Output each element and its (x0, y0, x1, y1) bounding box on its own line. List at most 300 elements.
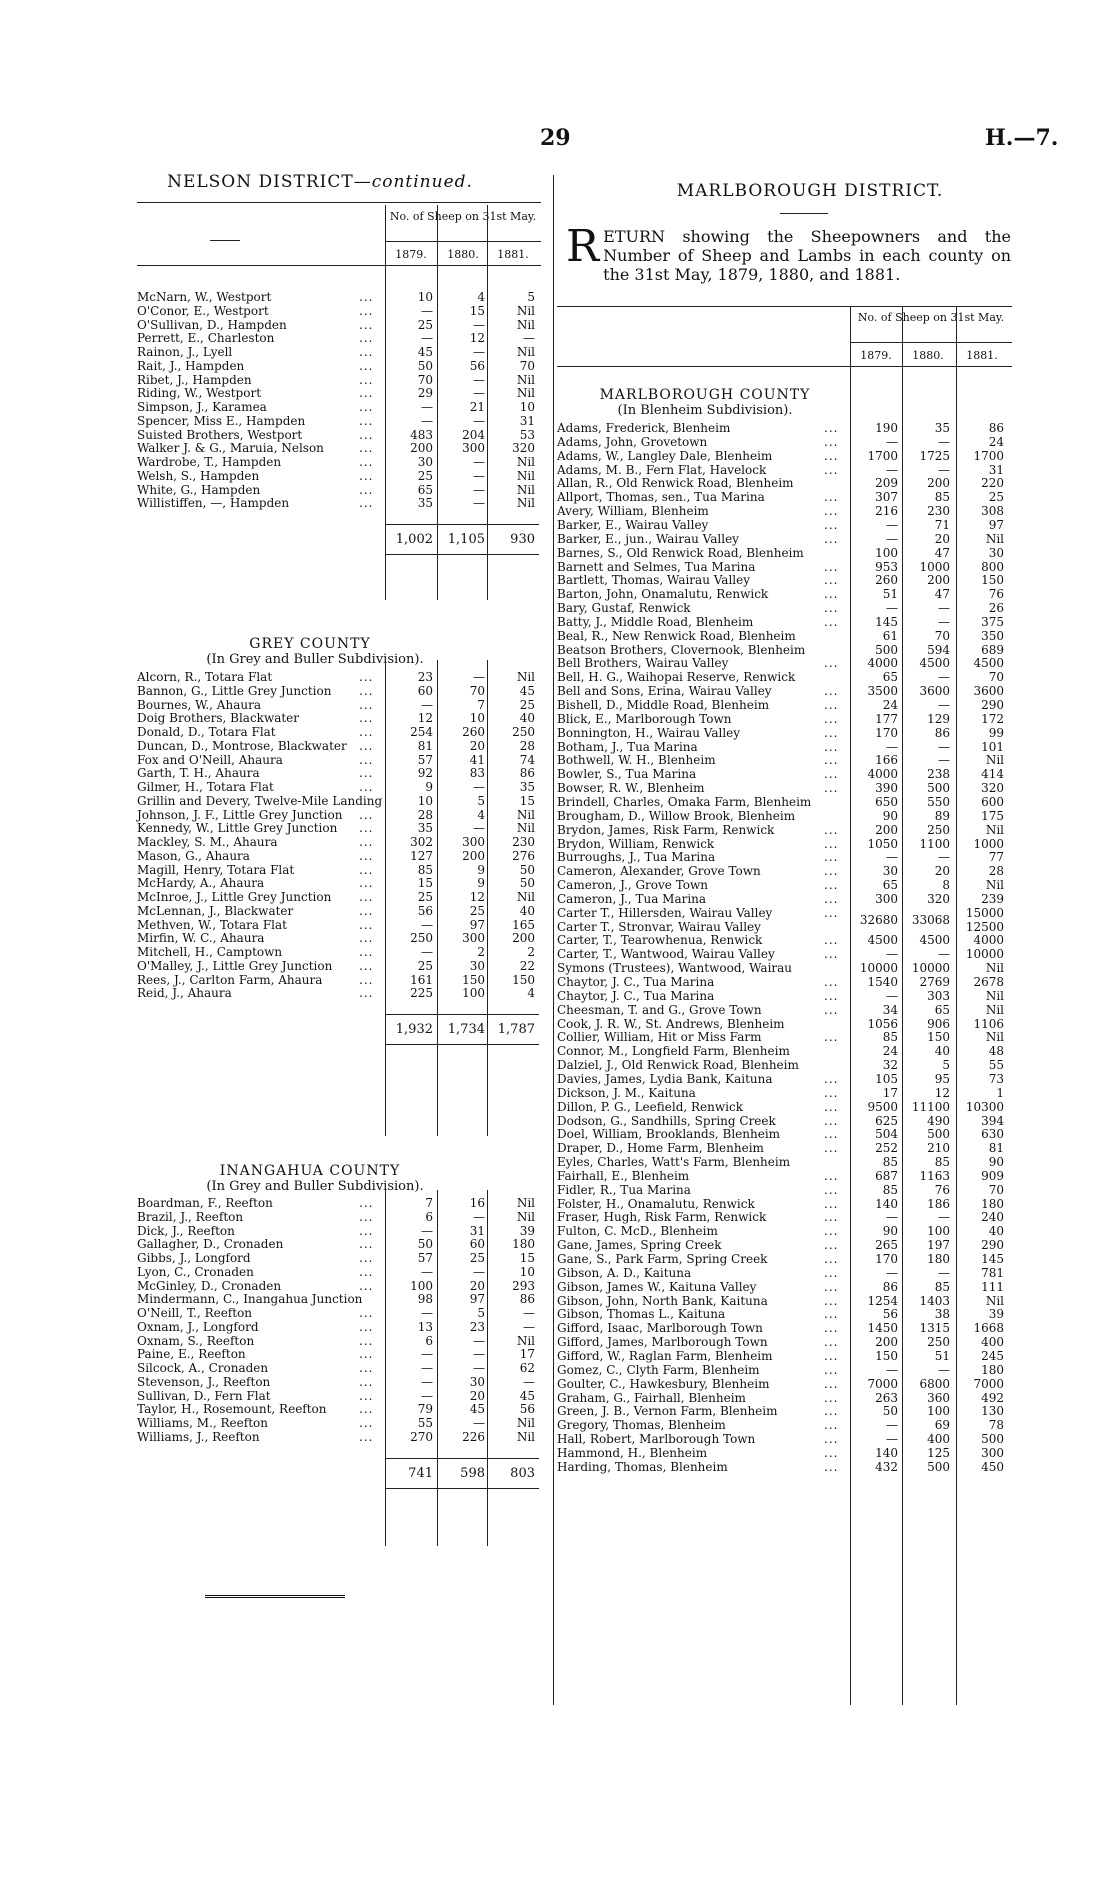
sheep-count-1881: 50 (519, 876, 535, 891)
leader-dots: ... (359, 945, 374, 959)
sheep-count-1880: 200 (462, 848, 485, 863)
sheep-count-1880: 100 (927, 1224, 950, 1239)
sheep-count-1881: 450 (981, 1459, 1004, 1474)
sheep-count-1880: — (938, 1265, 950, 1280)
table-row (557, 1086, 1008, 1100)
sheep-count-1881: 145 (981, 1252, 1004, 1266)
sheep-count-1879: 177 (875, 711, 898, 726)
table-row (137, 1361, 539, 1375)
owner-name: Bannon, G., Little Grey Junction (137, 683, 332, 698)
owner-name: Folster, H., Onamalutu, Renwick (557, 1196, 755, 1211)
leader-dots: ... (359, 1306, 374, 1320)
leader-dots: ... (359, 1251, 374, 1265)
leader-dots: ... (359, 903, 374, 918)
leader-dots: ... (359, 821, 374, 836)
leader-dots: ... (824, 1321, 839, 1336)
sheep-count-1881: 800 (981, 559, 1004, 574)
leader-dots: ... (824, 1127, 839, 1142)
column-rule (385, 205, 386, 600)
year-header: 1880. (447, 248, 479, 261)
leader-dots: ... (824, 601, 839, 616)
table-row (557, 601, 1008, 615)
sheep-count-1879: 51 (882, 587, 898, 602)
leader-dots: ... (359, 1402, 374, 1417)
table-row (557, 850, 1008, 864)
sheep-count-1880: — (938, 1210, 950, 1225)
table-row (557, 546, 1008, 560)
owner-name: Oxnam, J., Longford (137, 1319, 259, 1334)
owner-name: Green, J. B., Vernon Farm, Blenheim (557, 1404, 778, 1419)
sheep-count-1881: 492 (981, 1390, 1004, 1405)
sheep-count-1879: — (421, 1347, 433, 1362)
sheep-count-1880: 210 (927, 1141, 950, 1156)
sheep-count-1880: 10000 (911, 961, 950, 976)
leader-dots: ... (824, 822, 839, 837)
table-row (137, 359, 539, 373)
sheep-count-1880: 1403 (919, 1293, 950, 1308)
table-row (137, 1279, 539, 1293)
sheep-count-1880: 41 (469, 752, 485, 767)
sheep-count-1879: 9500 (867, 1099, 898, 1114)
owner-name: McInroe, J., Little Grey Junction (137, 890, 332, 904)
page-reference: H.—7. (985, 125, 1059, 151)
inangahua-county-subheading: (In Grey and Buller Subdivision). (206, 1179, 424, 1194)
sheep-count-1881: 56 (519, 1402, 535, 1417)
sheep-count-1881: 35 (519, 780, 535, 794)
leader-dots: ... (359, 1223, 374, 1238)
table-row (557, 587, 1008, 601)
sheep-count-1880: 250 (927, 822, 950, 837)
leader-dots: ... (824, 448, 839, 463)
owner-name: Beal, R., New Renwick Road, Blenheim (557, 628, 796, 643)
sheep-count-1880: 40 (934, 1044, 950, 1059)
column-rule (437, 205, 438, 600)
table-row (557, 823, 1008, 837)
leader-dots: ... (824, 1445, 839, 1460)
sheep-count-1879: — (886, 1432, 898, 1447)
sheep-count-1879: 127 (410, 848, 433, 863)
owner-name: McLennan, J., Blackwater (137, 903, 294, 918)
leader-dots: ... (359, 986, 374, 1001)
table-row (137, 1224, 539, 1238)
sheep-count-1879: 32680 (859, 912, 898, 927)
sheep-count-1880: 11100 (911, 1099, 950, 1114)
table-row (557, 1169, 1008, 1183)
leader-dots: ... (359, 496, 374, 511)
sheep-count-1880: 150 (462, 972, 485, 987)
header-bottom-rule (137, 265, 541, 266)
owner-name: Gregory, Thomas, Blenheim (557, 1418, 726, 1433)
sheep-count-1879: 92 (417, 766, 433, 781)
sheep-count-1880: — (938, 1362, 950, 1377)
leader-dots: ... (359, 1347, 374, 1362)
table-row (137, 496, 539, 510)
owner-name: Cameron, J., Tua Marina (557, 891, 707, 906)
sheep-count-1879: 302 (410, 835, 433, 849)
sheep-count-1881: 245 (981, 1348, 1004, 1363)
sheep-count-1881: 24 (988, 434, 1004, 449)
sheep-count-1881: 22 (519, 958, 535, 973)
sheep-count-1880: — (938, 739, 950, 754)
owner-name: Symons (Trustees), Wantwood, Wairau (557, 961, 793, 976)
owner-name: Gallagher, D., Cronaden (137, 1237, 284, 1252)
owner-name: Rait, J., Hampden (137, 358, 245, 373)
sheep-count-1879: — (886, 517, 898, 532)
sheep-count-1879: 504 (875, 1127, 898, 1142)
sheep-count-1881: Nil (516, 455, 535, 469)
sheep-count-1881: 81 (988, 1141, 1004, 1156)
owner-name: Bishell, D., Middle Road, Blenheim (557, 698, 770, 712)
table-top-rule (557, 306, 1012, 307)
sheep-count-1880: 906 (927, 1016, 950, 1031)
sheep-count-1881: 45 (519, 683, 535, 698)
totals-rule (385, 1458, 539, 1459)
leader-dots: ... (359, 358, 374, 373)
sheep-count-1879: 61 (882, 628, 898, 643)
sheep-count-1881: — (523, 1319, 535, 1334)
marlborough-heading: MARLBOROUGH DISTRICT. (676, 181, 944, 201)
leader-dots: ... (359, 427, 374, 442)
sheep-count-1881: 48 (988, 1044, 1004, 1059)
sheep-count-1879: — (421, 1306, 433, 1320)
sheep-count-1880: 6800 (919, 1376, 950, 1391)
sheep-count-1880: — (938, 614, 950, 629)
owner-name: Garth, T. H., Ahaura (137, 766, 260, 781)
owner-name: Sullivan, D., Fern Flat (137, 1388, 271, 1403)
sheep-count-1880: 31 (469, 1223, 485, 1238)
sheep-count-1879: 1254 (867, 1293, 898, 1308)
sheep-count-1880: — (473, 1347, 485, 1362)
owner-name: Hall, Robert, Marlborough Town (557, 1432, 756, 1447)
sheep-count-1879: 90 (882, 808, 898, 823)
sheep-count-1879: 12 (417, 711, 433, 726)
sheep-count-1879: 32 (882, 1058, 898, 1073)
table-row (137, 959, 539, 973)
sheep-count-1881: Nil (516, 496, 535, 511)
leader-dots: ... (824, 975, 839, 989)
leader-dots: ... (824, 1293, 839, 1308)
sheep-count-1879: — (421, 917, 433, 932)
sheep-count-1879: 6 (425, 1209, 433, 1224)
return-intro: RETURN showing the Sheepowners and the Number of Sheep and Lambs in each county on the 31st May, 1879, 1880, and 1881. (566, 221, 1011, 284)
owner-name: Gibson, Thomas L., Kaituna (557, 1307, 726, 1322)
table-row (557, 421, 1008, 435)
sheep-count-1880: — (938, 670, 950, 685)
sheep-count-1879: 390 (875, 781, 898, 796)
sheep-count-1879: 85 (882, 1155, 898, 1170)
owner-name: Gifford, James, Marlborough Town (557, 1335, 768, 1350)
sheep-count-1879: 500 (875, 642, 898, 657)
table-row (557, 753, 1008, 767)
sheep-count-1880: 21 (469, 400, 485, 414)
sheep-count-1881: Nil (985, 753, 1004, 768)
leader-dots: ... (359, 780, 374, 794)
totals-bottom-rule (385, 554, 539, 555)
owner-name: Brydon, James, Risk Farm, Renwick (557, 822, 775, 837)
sheep-count-1880: 490 (927, 1113, 950, 1128)
sheep-count-1880: 2769 (919, 975, 950, 989)
owner-name: Boardman, F., Reefton (137, 1196, 273, 1210)
owner-name: McNarn, W., Westport (137, 290, 272, 304)
sheep-count-1881: 4500 (973, 656, 1004, 671)
sheep-count-1881: Nil (516, 1209, 535, 1224)
owner-name: Mitchell, H., Camptown (137, 945, 283, 959)
owner-name: Johnson, J. F., Little Grey Junction (137, 807, 343, 822)
sheep-count-1880: 12 (469, 890, 485, 904)
owner-name: Gane, James, Spring Creek (557, 1238, 722, 1253)
table-row (137, 918, 539, 932)
leader-dots: ... (359, 958, 374, 973)
sheep-count-1879: 254 (410, 725, 433, 739)
table-row (557, 1197, 1008, 1211)
owner-name: Bothwell, W. H., Blenheim (557, 753, 716, 768)
leader-dots: ... (359, 1333, 374, 1348)
leader-dots: ... (824, 947, 839, 962)
leader-dots: ... (824, 1085, 839, 1100)
owner-name: Gibson, A. D., Kaituna (557, 1265, 692, 1280)
sheep-count-1881: 250 (512, 725, 535, 739)
sheep-count-1880: 15 (469, 303, 485, 318)
sheep-count-1880: 594 (927, 642, 950, 657)
owner-name: Gifford, W., Raglan Farm, Blenheim (557, 1348, 773, 1363)
sheep-count-1880: 226 (462, 1429, 485, 1444)
sheep-count-1881: 10300 (965, 1099, 1004, 1114)
table-row (557, 1294, 1008, 1308)
owner-name: Bary, Gustaf, Renwick (557, 601, 691, 616)
table-row (137, 931, 539, 945)
leader-dots: ... (359, 890, 374, 904)
leader-dots: ... (824, 1404, 839, 1419)
sheep-count-1879: 200 (410, 441, 433, 456)
sheep-count-1880: 4500 (919, 933, 950, 948)
sheep-count-1879: 23 (417, 670, 433, 684)
table-row (557, 504, 1008, 518)
total-1879: 1,002 (395, 532, 433, 547)
sheep-count-1880: 1725 (919, 448, 950, 463)
owner-name: Adams, W., Langley Dale, Blenheim (557, 448, 773, 463)
owner-name: Barker, E., jun., Wairau Valley (557, 531, 739, 546)
sheep-count-1881: 5 (527, 290, 535, 304)
owner-name: Riding, W., Westport (137, 386, 262, 401)
owner-name: Brydon, William, Renwick (557, 836, 715, 851)
marlborough-county-heading: MARLBOROUGH COUNTY (599, 387, 811, 403)
sheep-count-1879: 15 (417, 876, 433, 891)
leader-dots: ... (824, 711, 839, 726)
sheep-count-1880: 10 (469, 711, 485, 726)
sheep-count-1880: — (473, 1361, 485, 1375)
sheep-count-1879: 57 (417, 1251, 433, 1265)
column-rule (437, 660, 438, 1136)
sheep-count-1879: 24 (882, 1044, 898, 1059)
sheep-count-1880: 100 (462, 986, 485, 1001)
sheep-count-1881: 86 (519, 766, 535, 781)
sheep-count-1879: 65 (417, 482, 433, 497)
sheep-count-1880: 4 (477, 807, 485, 822)
sheep-count-1879: 25 (417, 890, 433, 904)
table-row (557, 1017, 1008, 1031)
sheep-count-1881: 40 (519, 903, 535, 918)
sheep-count-1879: 200 (875, 822, 898, 837)
sheep-count-1879: 166 (875, 753, 898, 768)
sheep-count-1881: 26 (988, 601, 1004, 616)
owner-name: Simpson, J., Karamea (137, 400, 267, 414)
leader-dots: ... (359, 862, 374, 877)
leader-dots: ... (824, 988, 839, 1003)
sheep-count-1879: 90 (882, 1224, 898, 1239)
owner-name: Gomez, C., Clyth Farm, Blenheim (557, 1362, 760, 1377)
owner-name: Willistiffen, —, Hampden (137, 496, 290, 511)
sheep-count-1879: — (421, 1361, 433, 1375)
leader-dots: ... (359, 1429, 374, 1444)
table-row (137, 808, 539, 822)
sheep-count-1879: — (421, 1264, 433, 1279)
sheep-count-1879: — (886, 601, 898, 616)
sheep-count-1881: 320 (512, 441, 535, 456)
sheep-count-1879: 4000 (867, 767, 898, 782)
leader-dots: ... (359, 1319, 374, 1334)
table-row (557, 1183, 1008, 1197)
sheep-count-1880: 360 (927, 1390, 950, 1405)
sheep-count-1879: — (886, 947, 898, 962)
sheep-count-1881: — (523, 1306, 535, 1320)
table-row (557, 1127, 1008, 1141)
column-rule (487, 660, 488, 1136)
sheep-count-1879: 65 (882, 878, 898, 893)
sheep-count-1881: 78 (988, 1418, 1004, 1433)
table-row (557, 435, 1008, 449)
table-row (557, 975, 1008, 989)
owner-name: Dickson, J. M., Kaituna (557, 1085, 696, 1100)
sheep-count-1880: 89 (934, 808, 950, 823)
leader-dots: ... (359, 752, 374, 767)
table-row (557, 809, 1008, 823)
table-row (557, 1210, 1008, 1224)
leader-dots: ... (824, 1224, 839, 1239)
sheep-count-1880: 3600 (919, 684, 950, 699)
table-row (557, 740, 1008, 754)
owner-name: Doig Brothers, Blackwater (137, 711, 300, 726)
table-row (557, 684, 1008, 698)
sheep-count-1879: 100 (410, 1278, 433, 1293)
leader-dots: ... (824, 1030, 839, 1045)
sheep-count-1880: 25 (469, 1251, 485, 1265)
leader-dots: ... (824, 850, 839, 865)
owner-name: Silcock, A., Cronaden (137, 1361, 269, 1375)
sheep-count-1881: 320 (981, 781, 1004, 796)
sheep-count-1881: 10000 (965, 947, 1004, 962)
owner-name: Doel, William, Brooklands, Blenheim (557, 1127, 781, 1142)
owner-name: Allport, Thomas, sen., Tua Marina (557, 490, 765, 505)
sheep-count-1880: 45 (469, 1402, 485, 1417)
owner-name: Dalziel, J., Old Renwick Road, Blenheim (557, 1058, 799, 1073)
owner-name: Blick, E., Marlborough Town (557, 711, 732, 726)
sheep-count-1881: 111 (981, 1279, 1004, 1294)
table-row (557, 837, 1008, 851)
sheep-count-1879: 140 (875, 1445, 898, 1460)
table-row (557, 463, 1008, 477)
sheep-count-1881: 200 (512, 931, 535, 946)
sheep-count-1879: 307 (875, 490, 898, 505)
leader-dots: ... (824, 614, 839, 629)
sheep-count-1880: — (473, 496, 485, 511)
leader-dots: ... (359, 1209, 374, 1224)
sheep-count-1879: 225 (410, 986, 433, 1001)
leader-dots: ... (824, 878, 839, 893)
leader-dots: ... (824, 587, 839, 602)
sheep-count-1879: 687 (875, 1168, 898, 1183)
sheep-count-1880: 260 (462, 725, 485, 739)
table-row (557, 1003, 1008, 1017)
sheep-count-1881: 180 (981, 1196, 1004, 1211)
owner-name: Gibson, John, North Bank, Kaituna (557, 1293, 768, 1308)
sheep-count-1880: — (473, 1264, 485, 1279)
sheep-count-1880: 250 (927, 1335, 950, 1350)
sheep-count-1881: Nil (516, 890, 535, 904)
owner-name: Fox and O'Neill, Ahaura (137, 752, 283, 767)
sheep-count-1879: 270 (410, 1429, 433, 1444)
table-row (557, 1335, 1008, 1349)
owner-name: Reid, J., Ahaura (137, 986, 232, 1001)
sheep-count-1881: 414 (981, 767, 1004, 782)
sheep-count-1881: 45 (519, 1388, 535, 1403)
sheep-count-1880: 69 (934, 1418, 950, 1433)
table-row (137, 386, 539, 400)
owner-name: Donald, D., Totara Flat (137, 725, 276, 739)
sheep-count-1880: 1315 (919, 1321, 950, 1336)
sheep-count-1880: — (473, 821, 485, 836)
sheep-count-1881: 39 (988, 1307, 1004, 1322)
owner-name: Carter, T., Tearowhenua, Renwick (557, 933, 763, 948)
leader-dots: ... (359, 413, 374, 428)
table-row (557, 629, 1008, 643)
sheep-count-1881: Nil (985, 1002, 1004, 1017)
leader-dots: ... (824, 1182, 839, 1197)
sheep-count-1881: 40 (988, 1224, 1004, 1239)
owner-name: Fraser, Hugh, Risk Farm, Renwick (557, 1210, 767, 1225)
table-row (137, 904, 539, 918)
sheep-count-1879: 85 (882, 1030, 898, 1045)
year-header: 1881. (497, 248, 529, 261)
sheep-count-1879: 252 (875, 1141, 898, 1156)
sheep-count-1879: 432 (875, 1459, 898, 1474)
leader-dots: ... (824, 864, 839, 879)
sheep-count-1880: 303 (927, 988, 950, 1003)
sheep-count-1881: 25 (519, 697, 535, 712)
owner-name: Avery, William, Blenheim (557, 504, 709, 519)
total-1880: 598 (460, 1465, 485, 1481)
sheep-count-1880: 38 (934, 1307, 950, 1322)
owner-name: Kennedy, W., Little Grey Junction (137, 821, 338, 836)
leader-dots: ... (824, 559, 839, 574)
leader-dots: ... (824, 1376, 839, 1391)
owner-name: Botham, J., Tua Marina (557, 739, 698, 754)
owner-name: Methven, W., Totara Flat (137, 917, 287, 932)
totals-rule (385, 524, 539, 525)
sheep-count-1880: 4500 (919, 656, 950, 671)
table-row (557, 476, 1008, 490)
year-header: 1879. (395, 248, 427, 261)
leader-dots: ... (824, 1390, 839, 1405)
leader-dots: ... (359, 738, 374, 753)
sheep-count-1880: 5 (942, 1058, 950, 1073)
leader-dots: ... (824, 781, 839, 796)
table-row (137, 400, 539, 414)
sheep-count-1880: — (938, 850, 950, 865)
sheep-count-1881: 308 (981, 504, 1004, 519)
sheep-count-1879: 1450 (867, 1321, 898, 1336)
table-row (137, 794, 539, 808)
owner-name: Bournes, W., Ahaura (137, 697, 261, 712)
